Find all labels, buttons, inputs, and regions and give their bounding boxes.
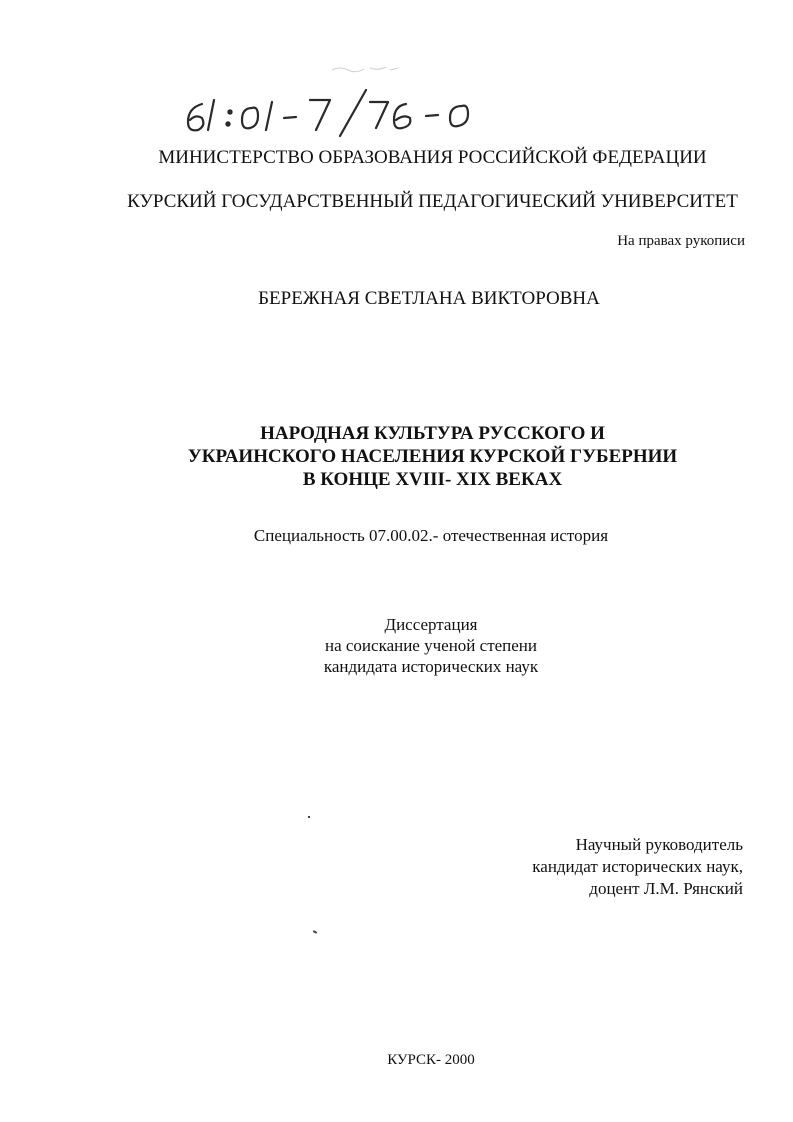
degree-statement [0, 614, 793, 677]
rights-note: На правах рукописи [617, 233, 745, 249]
supervisor-line: Научный руководитель [575, 835, 743, 854]
ministry-heading: МИНИСТЕРСТВО ОБРАЗОВАНИЯ РОССИЙСКОЙ ФЕДЕРАЦИИ [158, 147, 707, 168]
faint-stamp-mark [330, 62, 400, 76]
supervisor-line: кандидат исторических наук, [532, 857, 743, 876]
university-heading: КУРСКИЙ ГОСУДАРСТВЕННЫЙ ПЕДАГОГИЧЕСКИЙ УНИВЕРСИТЕТ [127, 191, 738, 212]
title-line: УКРАИНСКОГО НАСЕЛЕНИЯ КУРСКОЙ ГУБЕРНИИ [187, 446, 678, 467]
degree-line: кандидата исторических наук [323, 657, 539, 676]
scan-speck [308, 816, 310, 818]
handwritten-registration-code [180, 86, 500, 146]
dissertation-title [0, 422, 793, 491]
city-year: КУРСК- 2000 [387, 1052, 475, 1068]
specialty-line: Специальность 07.00.02.- отечественная история [253, 526, 609, 545]
title-line: В КОНЦЕ XVIII- XIX ВЕКАХ [302, 469, 563, 490]
supervisor-line: доцент Л.М. Рянский [589, 879, 743, 898]
supervisor-block [532, 834, 743, 900]
scan-speck [313, 930, 317, 934]
title-line: НАРОДНАЯ КУЛЬТУРА РУССКОГО И [260, 423, 605, 444]
degree-line: на соискание ученой степени [324, 636, 538, 655]
author-name: БЕРЕЖНАЯ СВЕТЛАНА ВИКТОРОВНА [258, 288, 600, 309]
degree-line: Диссертация [384, 615, 478, 634]
